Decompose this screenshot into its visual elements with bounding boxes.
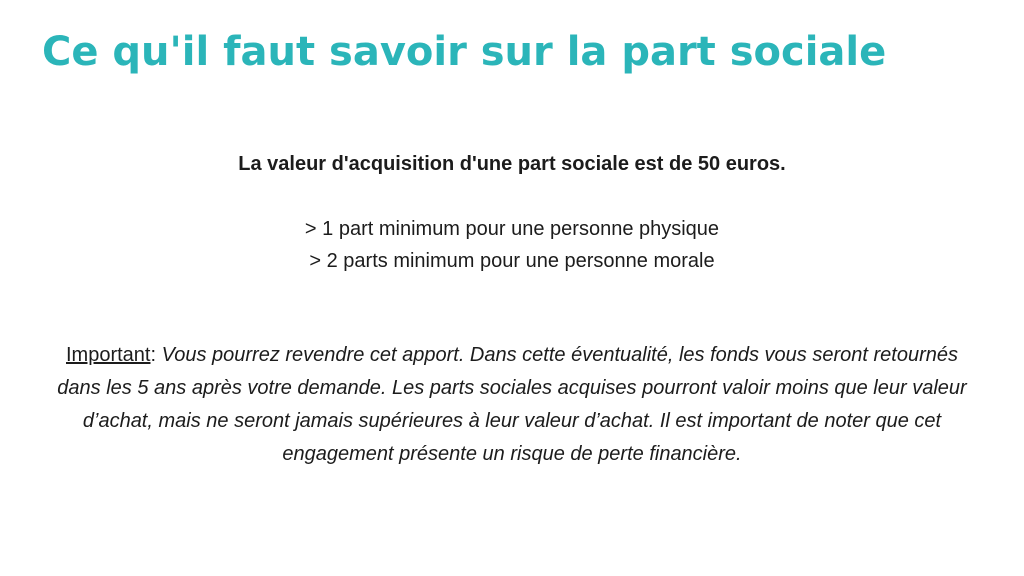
list-item-physical-person: > 1 part minimum pour une personne physique (304, 218, 720, 240)
important-separator: : (150, 344, 162, 366)
minimum-shares-list (0, 213, 1024, 277)
important-note (50, 339, 974, 471)
page-title: Ce qu'il faut savoir sur la part sociale (42, 29, 887, 75)
important-label: Important (66, 344, 151, 366)
list-item-legal-person: > 2 parts minimum pour une personne morale (309, 250, 715, 272)
important-note-body: Vous pourrez revendre cet apport. Dans cette éventualité, les fonds vous seront retournés dans les 5 ans après votre demande. Les parts sociales acquises pourront valoir moins que leur valeur d’achat, mais ne seront jamais supérieures à leur valeur d’achat. Il est important de noter que cet engagement présente un risque de perte financière. (57, 344, 967, 465)
share-value-statement: La valeur d'acquisition d'une part sociale est de 50 euros. (238, 153, 786, 175)
